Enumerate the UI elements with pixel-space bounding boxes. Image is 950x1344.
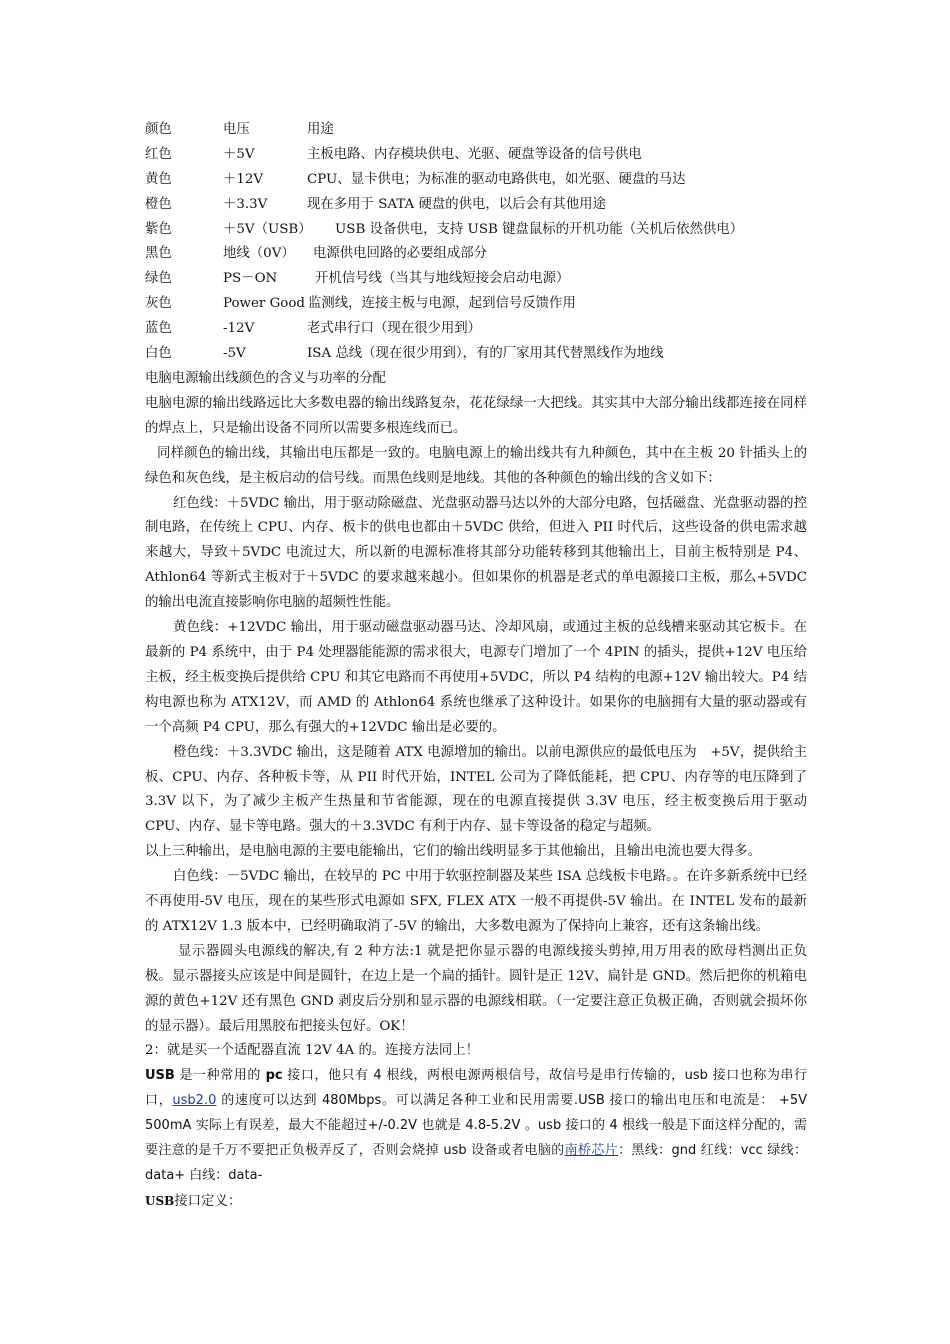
row-color: 红色 <box>145 146 172 162</box>
paragraph-monitor-power: 显示器圆头电源线的解决,有 2 种方法:1 就是把你显示器的电源线接头剪掉,用万用表的欧母档测出正负极。显示器接头应该是中间是圆针，在边上是一个扁的插针。圆针是正 12V、扁针是 GND。然后把你的机箱电源的黄色+12V 还有黑色 GND 剥皮后分别和显示器的电源线相联。（一定要注意正负极正确，否则就会损坏你的显示器）。最后用黑胶布把接头包好。OK！ <box>145 943 807 1034</box>
paragraph: 同样颜色的输出线，其输出电压都是一致的。电脑电源上的输出线共有九种颜色，其中在主板 20 针插头上的绿色和灰色线，是主板启动的信号线。而黑色线则是地线。其他的各种颜色的输出线的含义如下： <box>145 445 807 486</box>
usb-paragraph <box>145 1064 807 1189</box>
row-voltage: ＋5V（USB） <box>223 221 312 237</box>
header-voltage: 电压 <box>223 122 250 137</box>
row-use: ISA 总线（现在很少用到），有的厂家用其代替黑线作为地线 <box>307 346 664 362</box>
row-voltage: 地线（0V） <box>223 246 295 262</box>
usb-definition-heading <box>145 1189 807 1215</box>
row-use: 老式串行口（现在很少用到） <box>307 321 482 337</box>
paragraph-red-wire: 红色线：＋5VDC 输出，用于驱动除磁盘、光盘驱动器马达以外的大部分电路，包括磁盘、光盘驱动器的控制电路，在传统上 CPU、内存、板卡的供电也都由＋5VDC 供给，但进入 PII 时代后，这些设备的供电需求越来越大，导致＋5VDC 电流过大，所以新的电源标准将其部分功能转移到其他输出上，目前主板特别是 P4、Athlon64 等新式主板对于＋5VDC 的要求越来越小。但如果你的机器是老式的单电源接口主板，那么+5VDC 的输出电流直接影响你电脑的超频性性能。 <box>145 495 807 611</box>
paragraph: 电脑电源的输出线路远比大多数电器的输出线路复杂，花花绿绿一大把线。其实其中大部分输出线都连接在同样的焊点上，只是输出设备不同所以需要多根连线而已。 <box>145 395 807 436</box>
row-color: 黑色 <box>145 246 172 262</box>
paragraph: 以上三种输出，是电脑电源的主要电能输出，它们的输出线明显多于其他输出，且输出电流也要大得多。 <box>145 844 761 860</box>
usb-definition-label: 接口定义： <box>174 1193 242 1209</box>
article-body <box>145 367 807 1215</box>
usb-text: 是一种常用的 <box>174 1068 266 1084</box>
row-voltage: ＋3.3V <box>223 196 268 212</box>
row-voltage: -5V <box>223 346 246 362</box>
row-color: 橙色 <box>145 196 172 212</box>
row-color: 紫色 <box>145 221 172 237</box>
section-title: 电脑电源输出线颜色的含义与功率的分配 <box>145 371 387 386</box>
row-color: 白色 <box>145 346 172 362</box>
usb-text: 接口，他只有 4 根线，两根电源两根信号，故信号是串行传输的，usb 接口也称为串行口， <box>145 1068 807 1109</box>
paragraph: 2：就是买一个适配器直流 12V 4A 的。连接方法同上！ <box>145 1043 479 1059</box>
usb-term: USB <box>145 1193 175 1208</box>
row-voltage: ＋5V <box>223 146 255 162</box>
row-color: 绿色 <box>145 271 172 287</box>
row-use: CPU、显卡供电；为标准的驱动电路供电，如光驱、硬盘的马达 <box>307 171 686 187</box>
paragraph-yellow-wire: 黄色线：+12VDC 输出，用于驱动磁盘驱动器马达、冷却风扇，或通过主板的总线槽来驱动其它板卡。在最新的 P4 系统中，由于 P4 处理器能能源的需求很大，电源专门增加了一个 4PIN 的插头，提供+12V 电压给主板，经主板变换后提供给 CPU 和其它电路而不再使用+5VDC，所以 P4 结构的电源+12V 输出较大。P4 结构电源也称为 ATX12V，而 AMD 的 Athlon64 系统也继承了这种设计。如果你的电脑拥有大量的驱动器或有一个高频 P4 CPU，那么有强大的+12VDC 输出是必要的。 <box>145 620 807 735</box>
pc-term: pc <box>265 1068 283 1084</box>
row-use: 主板电路、内存模块供电、光驱、硬盘等设备的信号供电 <box>307 146 642 162</box>
row-use: 现在多用于 SATA 硬盘的供电，以后会有其他用途 <box>307 196 606 212</box>
usb-text: 的速度可以达到 480Mbps。可以满足各种工业和民用需要.USB 接口的输出电压和电流是： +5V 500mA 实际上有误差，最大不能超过+/-0.2V 也就是 4.8-5.2V 。usb 接口的 4 根线一般是下面这样分配的，需要注意的是千万不要把正负极弄反了，否则会烧掉 usb 设备或者电脑的 <box>145 1093 807 1159</box>
southbridge-link[interactable]: 南桥芯片 <box>564 1143 619 1159</box>
row-voltage: -12V <box>223 321 255 337</box>
row-voltage: Power Good <box>223 296 305 312</box>
header-use: 用途 <box>307 122 334 137</box>
row-color: 灰色 <box>145 296 172 312</box>
row-voltage: ＋12V <box>223 171 264 187</box>
usb20-link[interactable]: usb2.0 <box>172 1093 217 1109</box>
header-color: 颜色 <box>145 122 172 137</box>
paragraph-white-wire: 白色线：－5VDC 输出，在较早的 PC 中用于软驱控制器及某些 ISA 总线板卡电路。。在许多新系统中已经不再使用-5V 电压，现在的某些形式电源如 SFX, FLEX ATX 一般不再提供-5V 输出。在 INTEL 发布的最新的 ATX12V 1.3 版本中，已经明确取消了-5V 的输出，大多数电源为了保持向上兼容，还有这条输出线。 <box>145 869 807 934</box>
row-use: 监测线，连接主板与电源，起到信号反馈作用 <box>308 296 576 312</box>
row-use: USB 设备供电，支持 USB 键盘鼠标的开机功能（关机后依然供电） <box>335 221 744 237</box>
row-use: 电源供电回路的必要组成部分 <box>313 246 488 262</box>
paragraph-orange-wire: 橙色线：＋3.3VDC 输出，这是随着 ATX 电源增加的输出。以前电源供应的最低电压为 +5V，提供给主板、CPU、内存、各种板卡等，从 PII 时代开始，INTEL 公司为了降低能耗，把 CPU、内存等的电压降到了 3.3V 以下，为了减少主板产生热量和节省能源，现在的电源直接提供 3.3V 电压，经主板变换后用于驱动 CPU、内存、显卡等电路。强大的＋3.3VDC 有利于内存、显卡等设备的稳定与超频。 <box>145 744 807 835</box>
usb-term: USB <box>145 1068 175 1084</box>
row-color: 黄色 <box>145 171 172 187</box>
usb-text: ：黑线：gnd 红线：vcc 绿线：data+ 白线：data- <box>145 1143 807 1183</box>
row-use: 开机信号线（当其与地线短接会启动电源） <box>315 271 570 287</box>
row-voltage: PS－ON <box>223 271 278 287</box>
row-color: 蓝色 <box>145 321 172 337</box>
